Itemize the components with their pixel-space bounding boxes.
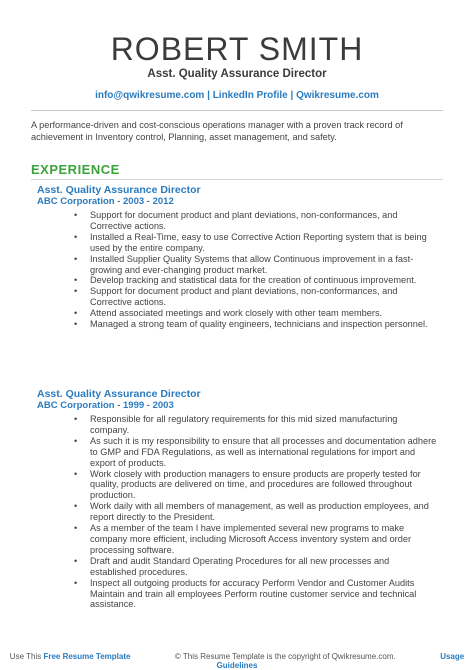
bullet-item: • Attend associated meetings and work closely with other team members.	[90, 308, 443, 319]
footer-prefix: Use This	[9, 652, 42, 661]
job-bullets	[37, 210, 443, 330]
bullet-item: • Responsible for all regulatory requirements for this mid sized manufacturing company.	[90, 414, 443, 436]
email-link[interactable]: info@qwikresume.com	[95, 90, 205, 101]
job-company: ABC Corporation - 2003 - 2012	[37, 196, 174, 207]
job-entry	[37, 184, 443, 330]
linkedin-link[interactable]: LinkedIn Profile	[212, 90, 288, 101]
summary-text: A performance-driven and cost-conscious operations manager with a proven track record of achievement in Inventory control, Planning, asset management, and safety.	[31, 120, 403, 142]
bullet-item: • Installed Supplier Quality Systems that allow Continuous improvement in a fast-growing and ever-changing product market.	[90, 254, 443, 276]
bullet-item: • As such it is my responsibility to ensure that all processes and documentation adhere to GMP and FDA Regulations, as well as international regulations for import and export of products.	[90, 436, 443, 469]
bullet-item: • Managed a strong team of quality engineers, technicians and inspection personnel.	[90, 319, 443, 330]
job-bullets	[37, 414, 443, 610]
bullet-item: • Work closely with production managers to ensure products are properly tested for quality, products are delivered on time, and procedures are followed throughout production.	[90, 469, 443, 502]
free-template-link[interactable]: Free Resume Template	[43, 652, 131, 661]
bullet-item: • As a member of the team I have implemented several new programs to make company more efficient, including Microsoft Access inventory system and order processing software.	[90, 523, 443, 556]
job-title: Asst. Quality Assurance Director	[37, 388, 201, 400]
header-divider	[31, 110, 443, 111]
bullet-item: • Develop tracking and statistical data for the creation of continuous improvement.	[90, 275, 443, 286]
job-title: Asst. Quality Assurance Director	[37, 184, 201, 196]
footer	[0, 652, 474, 670]
experience-divider	[31, 179, 443, 180]
bullet-item: • Work daily with all members of management, as well as production employees, and report directly to the President.	[90, 501, 443, 523]
candidate-title: Asst. Quality Assurance Director	[147, 68, 327, 80]
job-company: ABC Corporation - 1999 - 2003	[37, 400, 174, 411]
experience-heading: EXPERIENCE	[31, 162, 120, 177]
contact-line	[0, 90, 474, 101]
bullet-item: • Support for document product and plant deviations, non-conformances, and Corrective actions.	[90, 286, 443, 308]
bullet-item: • Inspect all outgoing products for accuracy Perform Vendor and Customer Audits Maintain and train all employees Perform routine customer service and technical assistance.	[90, 578, 443, 611]
bullet-item: • Support for document product and plant deviations, non-conformances, and Corrective actions.	[90, 210, 443, 232]
usage-guidelines-link[interactable]: Usage Guidelines	[216, 652, 465, 670]
copyright-text: © This Resume Template is the copyright of Qwikresume.com.	[174, 652, 396, 661]
bullet-item: • Draft and audit Standard Operating Procedures for all new processes and established procedures.	[90, 556, 443, 578]
website-link[interactable]: Qwikresume.com	[296, 90, 379, 101]
job-entry	[37, 388, 443, 610]
candidate-name: ROBERT SMITH	[110, 31, 364, 67]
contact-separator: |	[290, 90, 294, 101]
contact-separator: |	[207, 90, 210, 101]
bullet-item: • Installed a Real-Time, easy to use Corrective Action Reporting system that is being used by the entire company.	[90, 232, 443, 254]
